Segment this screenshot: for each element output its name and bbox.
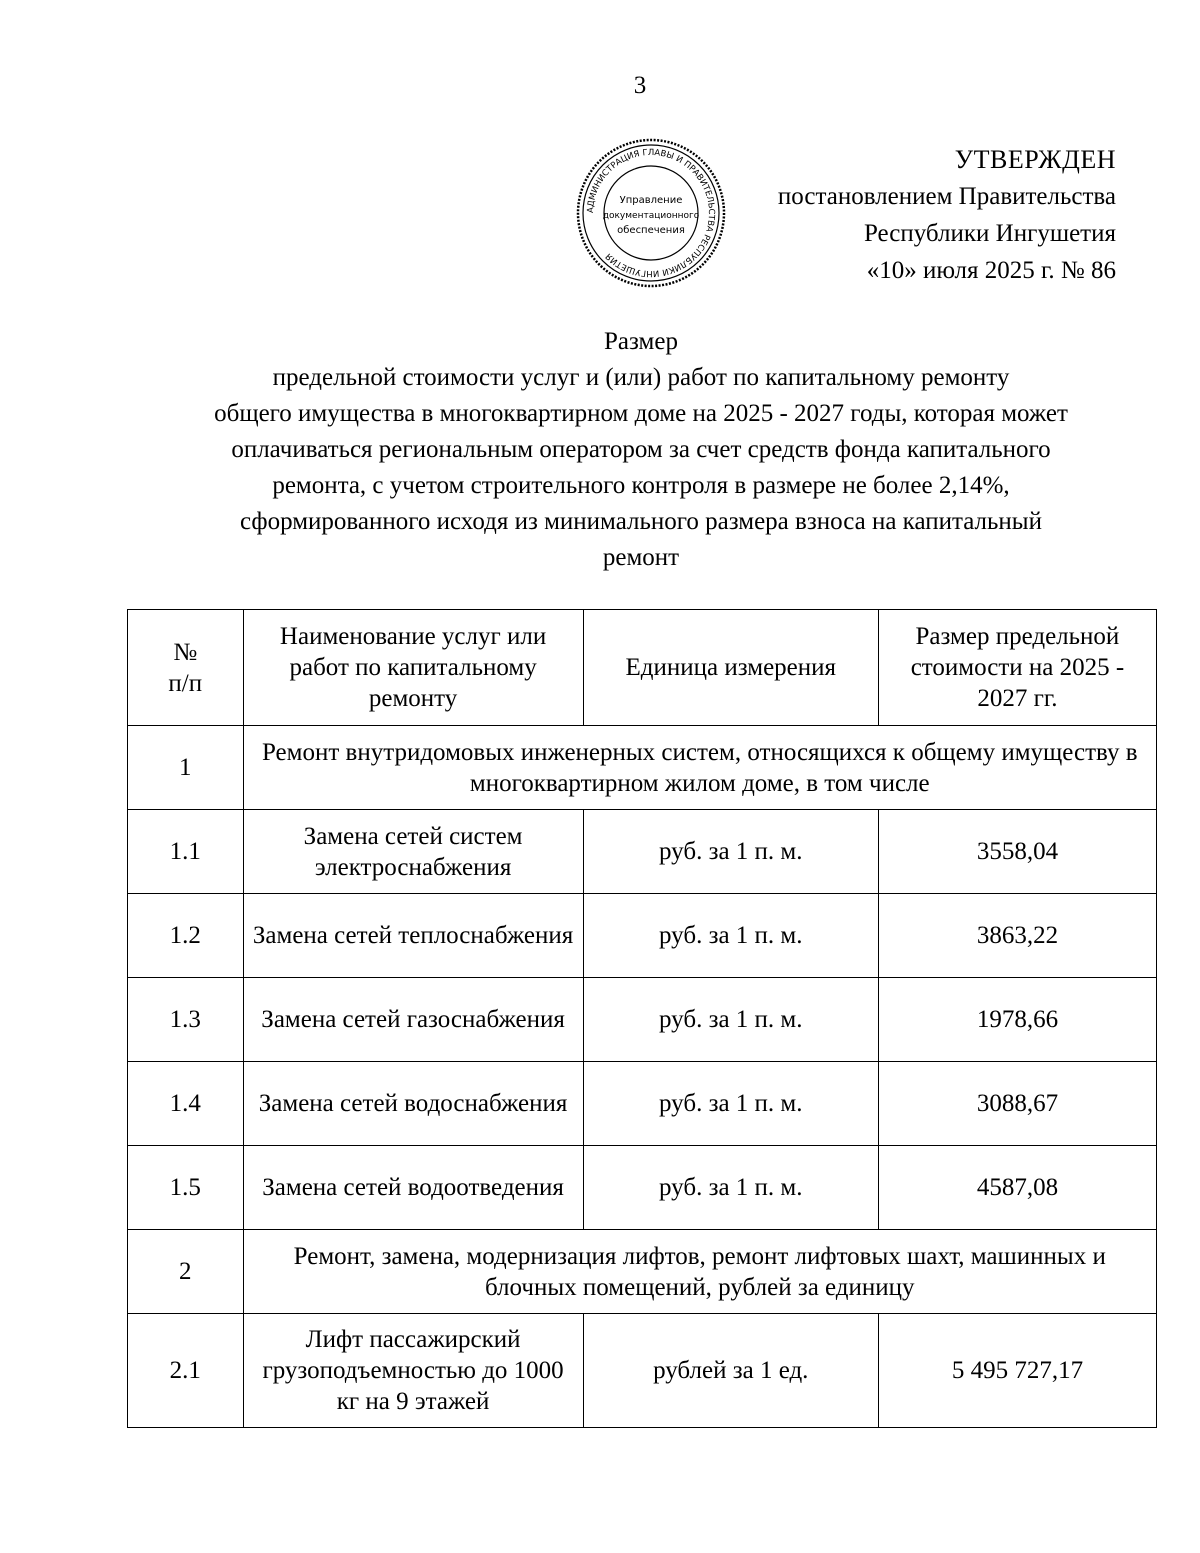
title-heading: Размер (604, 328, 678, 355)
section-number: 2 (128, 1230, 244, 1314)
document-title (130, 324, 1152, 576)
row-name: Замена сетей газоснабжения (243, 978, 583, 1062)
row-unit: руб. за 1 п. м. (583, 810, 878, 894)
row-price: 1978,66 (878, 978, 1156, 1062)
header-name: Наименование услуг или работ по капитальному ремонту (243, 610, 583, 726)
row-price: 3088,67 (878, 1062, 1156, 1146)
approval-line-3: Республики Ингушетия (863, 220, 1116, 247)
table-row (128, 1146, 1157, 1230)
seal-line-1: Управление (619, 195, 683, 206)
row-unit: рублей за 1 ед. (583, 1314, 878, 1428)
header-number (128, 610, 244, 726)
section-title: Ремонт внутридомовых инженерных систем, относящихся к общему имуществу в многоквартирном жилом доме, в том числе (243, 726, 1156, 810)
row-unit: руб. за 1 п. м. (583, 1146, 878, 1230)
seal-ring-text: АДМИНИСТРАЦИЯ ГЛАВЫ И ПРАВИТЕЛЬСТВА РЕСПУБЛИКИ ИНГУШЕТИЯ (585, 147, 717, 279)
approval-title: УТВЕРЖДЕН (954, 145, 1116, 174)
seal-line-2: документационного (602, 211, 700, 221)
row-name: Замена сетей теплоснабжения (243, 894, 583, 978)
section-row (128, 1230, 1157, 1314)
row-name: Лифт пассажирский грузоподъемностью до 1000 кг на 9 этажей (243, 1314, 583, 1428)
table-row (128, 978, 1157, 1062)
table-row (128, 894, 1157, 978)
approval-line-2: постановлением Правительства (777, 183, 1116, 210)
approval-block (778, 141, 1116, 289)
title-line-5: сформированного исходя из минимального размера взноса на капитальный (240, 508, 1042, 535)
row-unit: руб. за 1 п. м. (583, 894, 878, 978)
row-price: 3863,22 (878, 894, 1156, 978)
title-line-1: предельной стоимости услуг и (или) работ по капитальному ремонту (272, 364, 1010, 391)
row-name: Замена сетей водоснабжения (243, 1062, 583, 1146)
row-unit: руб. за 1 п. м. (583, 1062, 878, 1146)
row-number: 1.5 (128, 1146, 244, 1230)
row-price: 4587,08 (878, 1146, 1156, 1230)
row-unit: руб. за 1 п. м. (583, 978, 878, 1062)
row-number: 2.1 (128, 1314, 244, 1428)
approval-line-4: «10» июля 2025 г. № 86 (866, 257, 1116, 284)
row-number: 1.1 (128, 810, 244, 894)
tariff-table (127, 609, 1157, 1428)
row-price: 3558,04 (878, 810, 1156, 894)
row-number: 1.3 (128, 978, 244, 1062)
official-seal-stamp (575, 137, 727, 289)
row-number: 1.4 (128, 1062, 244, 1146)
row-name: Замена сетей водоотведения (243, 1146, 583, 1230)
header-number-sign: № (173, 638, 198, 666)
table-row (128, 1062, 1157, 1146)
table-row (128, 1314, 1157, 1428)
table-header-row (128, 610, 1157, 726)
title-line-2: общего имущества в многоквартирном доме на 2025 - 2027 годы, которая может (214, 400, 1068, 427)
seal-line-3: обеспечения (617, 225, 685, 236)
header-unit: Единица измерения (583, 610, 878, 726)
section-row (128, 726, 1157, 810)
section-number: 1 (128, 726, 244, 810)
title-line-3: оплачиваться региональным оператором за счет средств фонда капитального (231, 436, 1051, 463)
row-number: 1.2 (128, 894, 244, 978)
table-row (128, 810, 1157, 894)
title-line-6: ремонт (602, 544, 680, 571)
section-title: Ремонт, замена, модернизация лифтов, ремонт лифтовых шахт, машинных и блочных помещений, рублей за единицу (243, 1230, 1156, 1314)
page-number: 3 (633, 72, 647, 99)
header-number-pp: п/п (168, 669, 203, 697)
header-price: Размер предельной стоимости на 2025 - 2027 гг. (878, 610, 1156, 726)
row-name: Замена сетей систем электроснабжения (243, 810, 583, 894)
title-line-4: ремонта, с учетом строительного контроля в размере не более 2,14%, (272, 472, 1010, 499)
row-price: 5 495 727,17 (878, 1314, 1156, 1428)
